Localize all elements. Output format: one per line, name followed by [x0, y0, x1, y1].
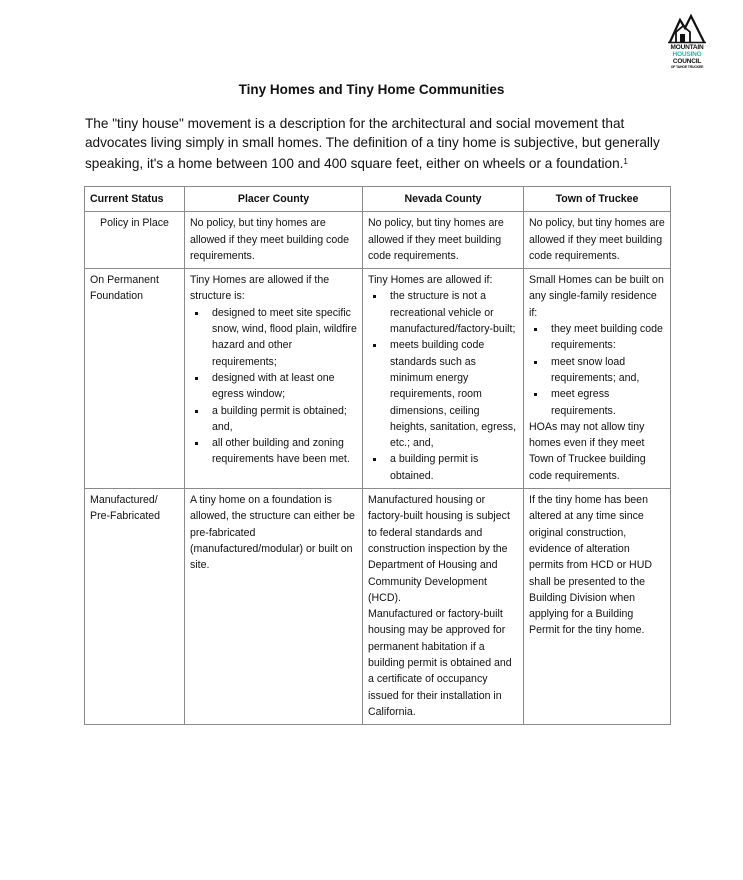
table-row	[85, 269, 671, 489]
footnote-marker: 1	[623, 157, 628, 166]
cell-manufactured-nevada	[363, 489, 524, 725]
placer-intro: Tiny Homes are allowed if the structure is:	[190, 274, 330, 303]
nevada-manufactured-p2: Manufactured or factory-built housing may be approved for permanent habitation if a building permit is obtained and a certificate of occupancy issued for their installation in California.	[368, 608, 512, 718]
comparison-table	[84, 186, 671, 725]
list-item: the structure is not a recreational vehicle or manufactured/factory-built;	[368, 288, 518, 337]
nevada-intro: Tiny Homes are allowed if:	[368, 274, 493, 287]
page-title: Tiny Homes and Tiny Home Communities	[238, 82, 505, 97]
cell-foundation-placer	[185, 269, 363, 489]
list-item: all other building and zoning requirements have been met.	[190, 435, 357, 468]
row-label-foundation: On Permanent Foundation	[85, 269, 185, 489]
row-label-manufactured: Manufactured/ Pre-Fabricated	[85, 489, 185, 725]
cell-manufactured-placer: A tiny home on a foundation is allowed, the structure can either be pre-fabricated (manufactured/modular) or built on site.	[185, 489, 363, 725]
table-header-row	[85, 187, 671, 212]
cell-policy-placer: No policy, but tiny homes are allowed if they meet building code requirements.	[185, 212, 363, 269]
list-item: they meet building code requirements:	[529, 321, 665, 354]
list-item: designed with at least one egress window;	[190, 370, 357, 403]
truckee-outro: HOAs may not allow tiny homes even if they meet Town of Truckee building code requirements.	[529, 420, 646, 482]
header-town-of-truckee: Town of Truckee	[524, 187, 671, 212]
intro-paragraph	[85, 114, 675, 173]
list-item: meet egress requirements.	[529, 386, 665, 419]
nevada-requirements-list	[368, 288, 518, 484]
header-placer-county: Placer County	[185, 187, 363, 212]
list-item: meet snow load requirements; and,	[529, 354, 665, 387]
mountain-house-icon	[668, 14, 706, 44]
list-item: a building permit is obtained.	[368, 451, 518, 484]
cell-manufactured-truckee: If the tiny home has been altered at any time since original construction, evidence of alteration permits from HCD or HUD shall be presented to the Building Division when applying for a Building Permit for the tiny home.	[524, 489, 671, 725]
header-nevada-county: Nevada County	[363, 187, 524, 212]
intro-text: The "tiny house" movement is a description for the architectural and social movement that advocates living simply in small homes. The definition of a tiny home is subjective, but generally speaking, it's a home between 100 and 400 square feet, either on wheels or a foundation.	[85, 116, 660, 171]
logo-line-2: HOUSING	[672, 51, 702, 58]
header-current-status: Current Status	[85, 187, 185, 212]
list-item: a building permit is obtained; and,	[190, 403, 357, 436]
list-item: meets building code standards such as minimum energy requirements, room dimensions, ceiling heights, sanitation, egress, etc.; and,	[368, 337, 518, 451]
cell-policy-truckee: No policy, but tiny homes are allowed if they meet building code requirements.	[524, 212, 671, 269]
nevada-manufactured-p1: Manufactured housing or factory-built housing is subject to federal standards and construction inspection by the Department of Housing and Community Development (HCD).	[368, 494, 510, 604]
logo-line-3: COUNCIL	[672, 58, 702, 65]
mountain-housing-council-logo	[664, 14, 710, 69]
logo-line-1: MOUNTAIN	[670, 44, 704, 51]
cell-foundation-truckee	[524, 269, 671, 489]
table-row	[85, 212, 671, 269]
placer-requirements-list	[190, 305, 357, 468]
table-row	[85, 489, 671, 725]
list-item: designed to meet site specific snow, wind, flood plain, wildfire hazard and other requirements;	[190, 305, 357, 370]
cell-foundation-nevada	[363, 269, 524, 489]
truckee-requirements-list	[529, 321, 665, 419]
row-label-policy: Policy in Place	[85, 212, 185, 269]
logo-line-4: OF TAHOE TRUCKEE	[670, 65, 704, 69]
cell-policy-nevada: No policy, but tiny homes are allowed if they meet building code requirements.	[363, 212, 524, 269]
truckee-intro: Small Homes can be built on any single-family residence if:	[529, 274, 664, 319]
